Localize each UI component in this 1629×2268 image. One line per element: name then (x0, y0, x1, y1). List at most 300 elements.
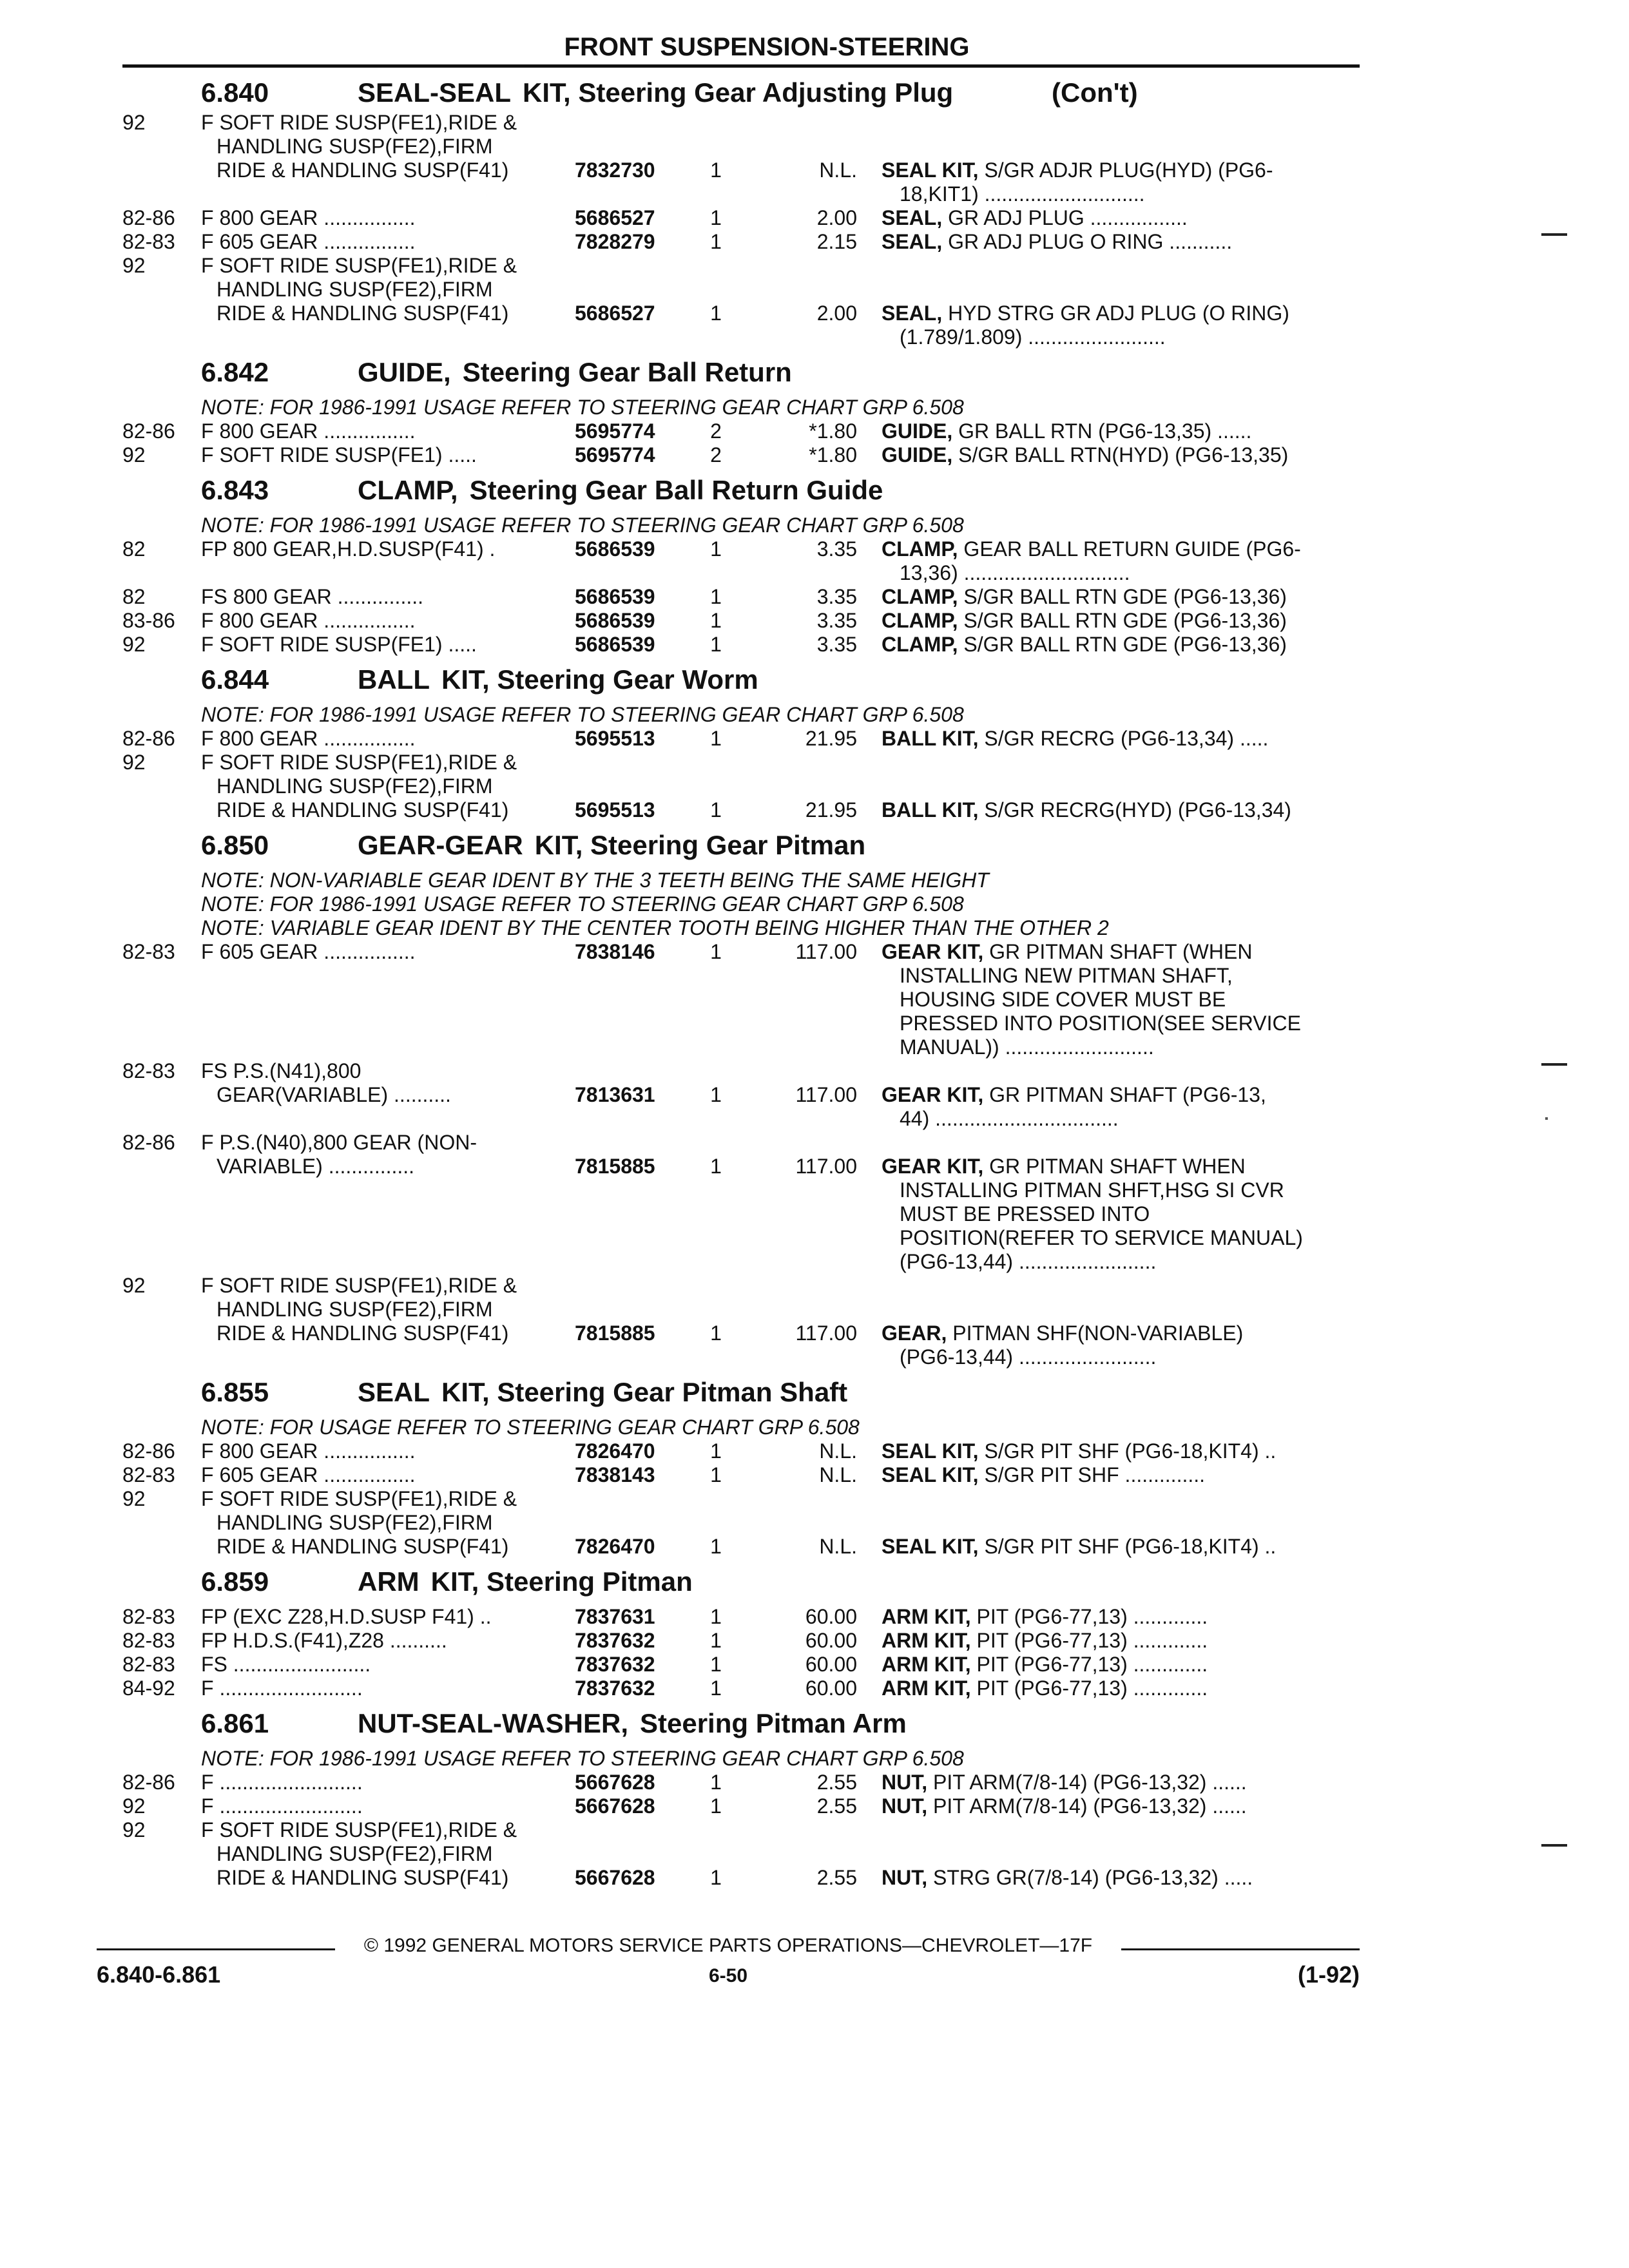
price: 21.95 (805, 798, 857, 822)
description-name: NUT, (882, 1866, 928, 1889)
section-heading (0, 467, 1629, 514)
quantity: 1 (710, 302, 722, 325)
application (201, 111, 549, 182)
price: N.L. (819, 159, 857, 182)
price: *1.80 (809, 419, 857, 443)
part-number: 7815885 (575, 1155, 655, 1178)
description-name: GEAR KIT, (882, 1083, 984, 1106)
parts-row (0, 537, 1629, 585)
description-text: S/GR PIT SHF .............. (984, 1463, 1206, 1486)
application-line: F SOFT RIDE SUSP(FE1),RIDE & (201, 1487, 517, 1510)
usage-note: NOTE: FOR 1986-1991 USAGE REFER TO STEERING GEAR CHART GRP 6.508 (201, 514, 964, 537)
parts-row (0, 206, 1629, 230)
quantity: 1 (710, 1677, 722, 1700)
application-line: FP 800 GEAR,H.D.SUSP(F41) . (201, 537, 496, 561)
section-title (358, 1369, 847, 1416)
parts-listing (0, 75, 1629, 1890)
model-years: 82-86 (122, 1439, 175, 1463)
price: 2.00 (816, 206, 857, 229)
part-description (882, 159, 1351, 206)
description-line: 13,36) ............................. (900, 561, 1130, 584)
quantity: 1 (710, 206, 722, 229)
description-text: GR PITMAN SHAFT WHEN (989, 1155, 1246, 1178)
description-text: S/GR ADJR PLUG(HYD) (PG6- (984, 159, 1273, 182)
description-name: SEAL, (882, 302, 943, 325)
price: N.L. (819, 1535, 857, 1558)
application-line: F SOFT RIDE SUSP(FE1),RIDE & (201, 111, 517, 134)
application (201, 940, 549, 964)
parts-row (0, 111, 1629, 206)
part-number: 7837632 (575, 1653, 655, 1676)
part-number: 5695513 (575, 798, 655, 822)
price: 2.00 (816, 302, 857, 325)
item-description: KIT, Steering Gear Pitman Shaft (441, 1377, 848, 1407)
part-description (882, 727, 1351, 751)
item-name: CLAMP, (358, 475, 458, 505)
catalog-section (0, 822, 1629, 1369)
model-years: 82-83 (122, 940, 175, 963)
model-years: 92 (122, 1818, 146, 1841)
parts-row (0, 940, 1629, 1059)
application-line: GEAR(VARIABLE) .......... (217, 1083, 451, 1106)
model-years: 92 (122, 1274, 146, 1297)
description-name: CLAMP, (882, 633, 958, 656)
catalog-section (0, 1700, 1629, 1890)
part-description (882, 1463, 1351, 1487)
parts-row (0, 1794, 1629, 1818)
parts-row (0, 585, 1629, 609)
parts-row (0, 1677, 1629, 1700)
application-line: F 800 GEAR ................ (201, 419, 416, 443)
page-title: FRONT SUSPENSION-STEERING (564, 33, 970, 61)
description-line (882, 443, 1351, 467)
application (201, 727, 549, 751)
section-number: 6.842 (201, 357, 269, 387)
item-name: SEAL (358, 1377, 430, 1407)
description-name: GUIDE, (882, 443, 953, 466)
section-title (358, 657, 758, 703)
application-line: HANDLING SUSP(FE2),FIRM (217, 1298, 493, 1321)
application (201, 1274, 549, 1345)
section-heading (0, 1559, 1629, 1605)
application-line: RIDE & HANDLING SUSP(F41) (217, 798, 509, 822)
description-name: BALL KIT, (882, 798, 979, 822)
description-name: SEAL, (882, 206, 943, 229)
section-number: 6.859 (201, 1566, 269, 1597)
catalog-section (0, 657, 1629, 822)
description-line (882, 206, 1351, 230)
model-years: 82 (122, 585, 146, 608)
description-text: PIT ARM(7/8-14) (PG6-13,32) ...... (933, 1771, 1247, 1794)
parts-row (0, 230, 1629, 254)
description-line (882, 1535, 1351, 1559)
parts-row (0, 254, 1629, 349)
model-years: 92 (122, 751, 146, 774)
description-line (882, 302, 1351, 325)
part-description (882, 798, 1351, 822)
application-line: FS 800 GEAR ............... (201, 585, 423, 608)
page-footer (97, 1933, 1360, 1990)
application (201, 537, 549, 561)
quantity: 1 (710, 940, 722, 963)
margin-mark (1541, 1844, 1567, 1847)
application (201, 1794, 549, 1818)
description-text: S/GR PIT SHF (PG6-18,KIT4) .. (984, 1535, 1277, 1558)
description-line (882, 1083, 1351, 1107)
footer-info (97, 1961, 1360, 1990)
item-description: Steering Pitman Arm (640, 1708, 907, 1738)
section-number: 6.855 (201, 1377, 269, 1407)
description-line (882, 633, 1351, 657)
part-description (882, 537, 1351, 585)
application (201, 1771, 549, 1794)
description-line (882, 1155, 1351, 1178)
usage-note: NOTE: FOR 1986-1991 USAGE REFER TO STEERING GEAR CHART GRP 6.508 (201, 703, 964, 726)
model-years: 82-83 (122, 1463, 175, 1486)
item-description: Steering Gear Ball Return (462, 357, 792, 387)
section-heading (0, 75, 1629, 111)
quantity: 1 (710, 585, 722, 608)
description-name: NUT, (882, 1794, 928, 1818)
parts-row (0, 419, 1629, 443)
parts-row (0, 1818, 1629, 1890)
parts-row (0, 1463, 1629, 1487)
quantity: 1 (710, 1083, 722, 1106)
application-line: F ......................... (201, 1677, 363, 1700)
application-line: RIDE & HANDLING SUSP(F41) (217, 1321, 509, 1345)
price: 3.35 (816, 633, 857, 656)
part-number: 5695774 (575, 443, 655, 466)
catalog-section (0, 1369, 1629, 1559)
part-number: 7838143 (575, 1463, 655, 1486)
usage-note: NOTE: NON-VARIABLE GEAR IDENT BY THE 3 TEETH BEING THE SAME HEIGHT (201, 869, 989, 892)
application-line: F ......................... (201, 1794, 363, 1818)
description-line (882, 1605, 1351, 1629)
application-line: RIDE & HANDLING SUSP(F41) (217, 1535, 509, 1558)
application-line: F 605 GEAR ................ (201, 940, 416, 963)
part-number: 5695513 (575, 727, 655, 750)
section-number: 6.850 (201, 830, 269, 860)
application-line: F SOFT RIDE SUSP(FE1),RIDE & (201, 751, 517, 774)
quantity: 2 (710, 419, 722, 443)
price: 2.55 (816, 1866, 857, 1889)
part-description (882, 1605, 1351, 1629)
part-description (882, 585, 1351, 609)
description-line: MANUAL)) .......................... (900, 1035, 1154, 1059)
item-name: ARM (358, 1566, 419, 1597)
part-number: 5686539 (575, 537, 655, 561)
catalog-section (0, 349, 1629, 467)
application-line: F ......................... (201, 1771, 363, 1794)
part-number: 5667628 (575, 1866, 655, 1889)
model-years: 82-83 (122, 1605, 175, 1628)
description-name: CLAMP, (882, 585, 958, 608)
description-name: ARM KIT, (882, 1605, 971, 1628)
quantity: 1 (710, 1794, 722, 1818)
part-description (882, 633, 1351, 657)
description-line: (PG6-13,44) ........................ (900, 1250, 1157, 1273)
description-line: HOUSING SIDE COVER MUST BE (900, 988, 1226, 1011)
part-number: 7838146 (575, 940, 655, 963)
model-years: 83-86 (122, 609, 175, 632)
section-title (358, 349, 792, 396)
model-years: 82-83 (122, 230, 175, 253)
parts-row (0, 1605, 1629, 1629)
usage-note: NOTE: FOR USAGE REFER TO STEERING GEAR CHART GRP 6.508 (201, 1416, 860, 1439)
usage-note: NOTE: FOR 1986-1991 USAGE REFER TO STEERING GEAR CHART GRP 6.508 (201, 892, 964, 916)
section-heading (0, 349, 1629, 396)
application (201, 1629, 549, 1653)
page-header (122, 31, 1360, 68)
quantity: 1 (710, 1653, 722, 1676)
section-number: 6.844 (201, 664, 269, 695)
description-name: SEAL, (882, 230, 943, 253)
item-name: NUT-SEAL-WASHER, (358, 1708, 628, 1738)
quantity: 1 (710, 727, 722, 750)
application-line: F 800 GEAR ................ (201, 609, 416, 632)
application-line: F P.S.(N40),800 GEAR (NON- (201, 1131, 477, 1154)
application-line: F 800 GEAR ................ (201, 727, 416, 750)
application-line: F 605 GEAR ................ (201, 1463, 416, 1486)
part-number: 5686527 (575, 206, 655, 229)
parts-row (0, 1771, 1629, 1794)
part-number: 7815885 (575, 1321, 655, 1345)
model-years: 82-83 (122, 1059, 175, 1082)
part-description (882, 230, 1351, 254)
application (201, 1677, 549, 1700)
application (201, 609, 549, 633)
part-description (882, 1535, 1351, 1559)
description-line (882, 419, 1351, 443)
part-description (882, 1677, 1351, 1700)
application (201, 751, 549, 822)
application-line: HANDLING SUSP(FE2),FIRM (217, 1842, 493, 1865)
part-number: 7837632 (575, 1677, 655, 1700)
part-description (882, 443, 1351, 467)
description-line (882, 1653, 1351, 1677)
parts-row (0, 751, 1629, 822)
parts-row (0, 609, 1629, 633)
part-number: 5686539 (575, 585, 655, 608)
application-line: F SOFT RIDE SUSP(FE1) ..... (201, 443, 477, 466)
part-number: 7837631 (575, 1605, 655, 1628)
application-line: F SOFT RIDE SUSP(FE1) ..... (201, 633, 477, 656)
price: 2.15 (816, 230, 857, 253)
section-title (358, 75, 953, 111)
price: N.L. (819, 1439, 857, 1463)
description-line (882, 798, 1351, 822)
price: 2.55 (816, 1771, 857, 1794)
section-title (358, 822, 865, 869)
application (201, 1131, 549, 1178)
price: 117.00 (795, 1321, 857, 1345)
description-name: CLAMP, (882, 609, 958, 632)
application-line: F 605 GEAR ................ (201, 230, 416, 253)
item-name: BALL (358, 664, 430, 695)
quantity: 1 (710, 1439, 722, 1463)
section-range: 6.840-6.861 (97, 1961, 221, 1988)
margin-dot (1545, 1117, 1548, 1120)
usage-note: NOTE: FOR 1986-1991 USAGE REFER TO STEERING GEAR CHART GRP 6.508 (201, 396, 964, 419)
description-line: 44) ................................ (900, 1107, 1119, 1130)
quantity: 1 (710, 1771, 722, 1794)
quantity: 1 (710, 1535, 722, 1558)
description-text: S/GR BALL RTN GDE (PG6-13,36) (963, 609, 1287, 632)
description-name: GEAR KIT, (882, 940, 984, 963)
application (201, 230, 549, 254)
part-description (882, 419, 1351, 443)
item-name: GEAR-GEAR (358, 830, 523, 860)
quantity: 1 (710, 1155, 722, 1178)
quantity: 2 (710, 443, 722, 466)
description-text: GR PITMAN SHAFT (PG6-13, (989, 1083, 1266, 1106)
description-line (882, 609, 1351, 633)
description-text: S/GR BALL RTN GDE (PG6-13,36) (963, 585, 1287, 608)
part-description (882, 1155, 1351, 1274)
section-heading (0, 657, 1629, 703)
footer-rule-left (97, 1948, 335, 1950)
description-name: SEAL KIT, (882, 1535, 979, 1558)
part-description (882, 1629, 1351, 1653)
application-line: F SOFT RIDE SUSP(FE1),RIDE & (201, 1274, 517, 1297)
description-name: GUIDE, (882, 419, 953, 443)
description-name: GEAR KIT, (882, 1155, 984, 1178)
quantity: 1 (710, 1321, 722, 1345)
description-line: (1.789/1.809) ........................ (900, 325, 1166, 349)
item-name: GUIDE, (358, 357, 451, 387)
item-name: SEAL-SEAL (358, 77, 512, 108)
part-number: 5667628 (575, 1771, 655, 1794)
part-description (882, 1439, 1351, 1463)
page-number: 6-50 (708, 1965, 748, 1986)
part-description (882, 940, 1351, 1059)
part-description (882, 206, 1351, 230)
part-number: 7837632 (575, 1629, 655, 1652)
description-text: PITMAN SHF(NON-VARIABLE) (952, 1321, 1244, 1345)
catalog-section (0, 75, 1629, 349)
description-line (882, 230, 1351, 254)
model-years: 82-83 (122, 1629, 175, 1652)
description-line (882, 1321, 1351, 1345)
description-text: PIT (PG6-77,13) ............. (976, 1605, 1208, 1628)
item-description: KIT, Steering Gear Adjusting Plug (523, 77, 954, 108)
price: 3.35 (816, 537, 857, 561)
description-line: POSITION(REFER TO SERVICE MANUAL) (900, 1226, 1303, 1249)
description-name: GEAR, (882, 1321, 947, 1345)
application (201, 419, 549, 443)
parts-row (0, 633, 1629, 657)
section-number: 6.840 (201, 77, 269, 108)
description-text: GR ADJ PLUG O RING ........... (948, 230, 1233, 253)
part-number: 5667628 (575, 1794, 655, 1818)
item-description: KIT, Steering Gear Pitman (534, 830, 866, 860)
part-number: 7832730 (575, 159, 655, 182)
parts-row (0, 727, 1629, 751)
quantity: 1 (710, 1605, 722, 1628)
model-years: 82-86 (122, 419, 175, 443)
item-description: Steering Gear Ball Return Guide (469, 475, 883, 505)
application (201, 1653, 549, 1677)
description-name: SEAL KIT, (882, 159, 979, 182)
part-number: 5686539 (575, 633, 655, 656)
application (201, 633, 549, 657)
description-text: GEAR BALL RETURN GUIDE (PG6- (963, 537, 1301, 561)
model-years: 84-92 (122, 1677, 175, 1700)
part-description (882, 609, 1351, 633)
application-line: F SOFT RIDE SUSP(FE1),RIDE & (201, 254, 517, 277)
application-line: HANDLING SUSP(FE2),FIRM (217, 774, 493, 798)
copyright-text: © 1992 GENERAL MOTORS SERVICE PARTS OPERATIONS—CHEVROLET—17F (363, 1935, 1093, 1956)
model-years: 92 (122, 443, 146, 466)
description-line: MUST BE PRESSED INTO (900, 1202, 1150, 1225)
price: 60.00 (805, 1605, 857, 1628)
application-line: RIDE & HANDLING SUSP(F41) (217, 1866, 509, 1889)
part-description (882, 1083, 1351, 1131)
section-heading (0, 1369, 1629, 1416)
parts-row (0, 1487, 1629, 1559)
footer-rule-right (1121, 1948, 1360, 1950)
section-title (358, 467, 883, 514)
part-number: 5686527 (575, 302, 655, 325)
price: 117.00 (795, 1083, 857, 1106)
price: 21.95 (805, 727, 857, 750)
description-name: BALL KIT, (882, 727, 979, 750)
model-years: 82-86 (122, 206, 175, 229)
quantity: 1 (710, 1629, 722, 1652)
parts-row (0, 1629, 1629, 1653)
model-years: 92 (122, 633, 146, 656)
section-title (358, 1700, 907, 1747)
application-line: FP H.D.S.(F41),Z28 .......... (201, 1629, 447, 1652)
parts-row (0, 1131, 1629, 1274)
description-text: HYD STRG GR ADJ PLUG (O RING) (948, 302, 1289, 325)
description-name: NUT, (882, 1771, 928, 1794)
model-years: 82-86 (122, 1771, 175, 1794)
description-line (882, 727, 1351, 751)
part-description (882, 1653, 1351, 1677)
description-line: INSTALLING NEW PITMAN SHAFT, (900, 964, 1233, 987)
price: 3.35 (816, 609, 857, 632)
price: 60.00 (805, 1677, 857, 1700)
model-years: 92 (122, 254, 146, 277)
description-text: PIT (PG6-77,13) ............. (976, 1677, 1208, 1700)
application-line: F 800 GEAR ................ (201, 206, 416, 229)
description-line (882, 1629, 1351, 1653)
price: 3.35 (816, 585, 857, 608)
part-number: 7826470 (575, 1535, 655, 1558)
margin-mark (1541, 1063, 1567, 1066)
price: N.L. (819, 1463, 857, 1486)
parts-row (0, 1653, 1629, 1677)
description-line (882, 1866, 1351, 1890)
description-line: 18,KIT1) ............................ (900, 182, 1145, 206)
part-description (882, 302, 1351, 349)
quantity: 1 (710, 537, 722, 561)
description-name: SEAL KIT, (882, 1439, 979, 1463)
application-line: HANDLING SUSP(FE2),FIRM (217, 278, 493, 301)
parts-row (0, 443, 1629, 467)
application (201, 1059, 549, 1107)
quantity: 1 (710, 230, 722, 253)
section-heading (0, 822, 1629, 869)
price: 60.00 (805, 1653, 857, 1676)
part-description (882, 1794, 1351, 1818)
section-number: 6.861 (201, 1708, 269, 1738)
description-line (882, 1439, 1351, 1463)
model-years: 82-86 (122, 1131, 175, 1154)
item-description: KIT, Steering Pitman (430, 1566, 693, 1597)
description-text: GR BALL RTN (PG6-13,35) ...... (958, 419, 1252, 443)
